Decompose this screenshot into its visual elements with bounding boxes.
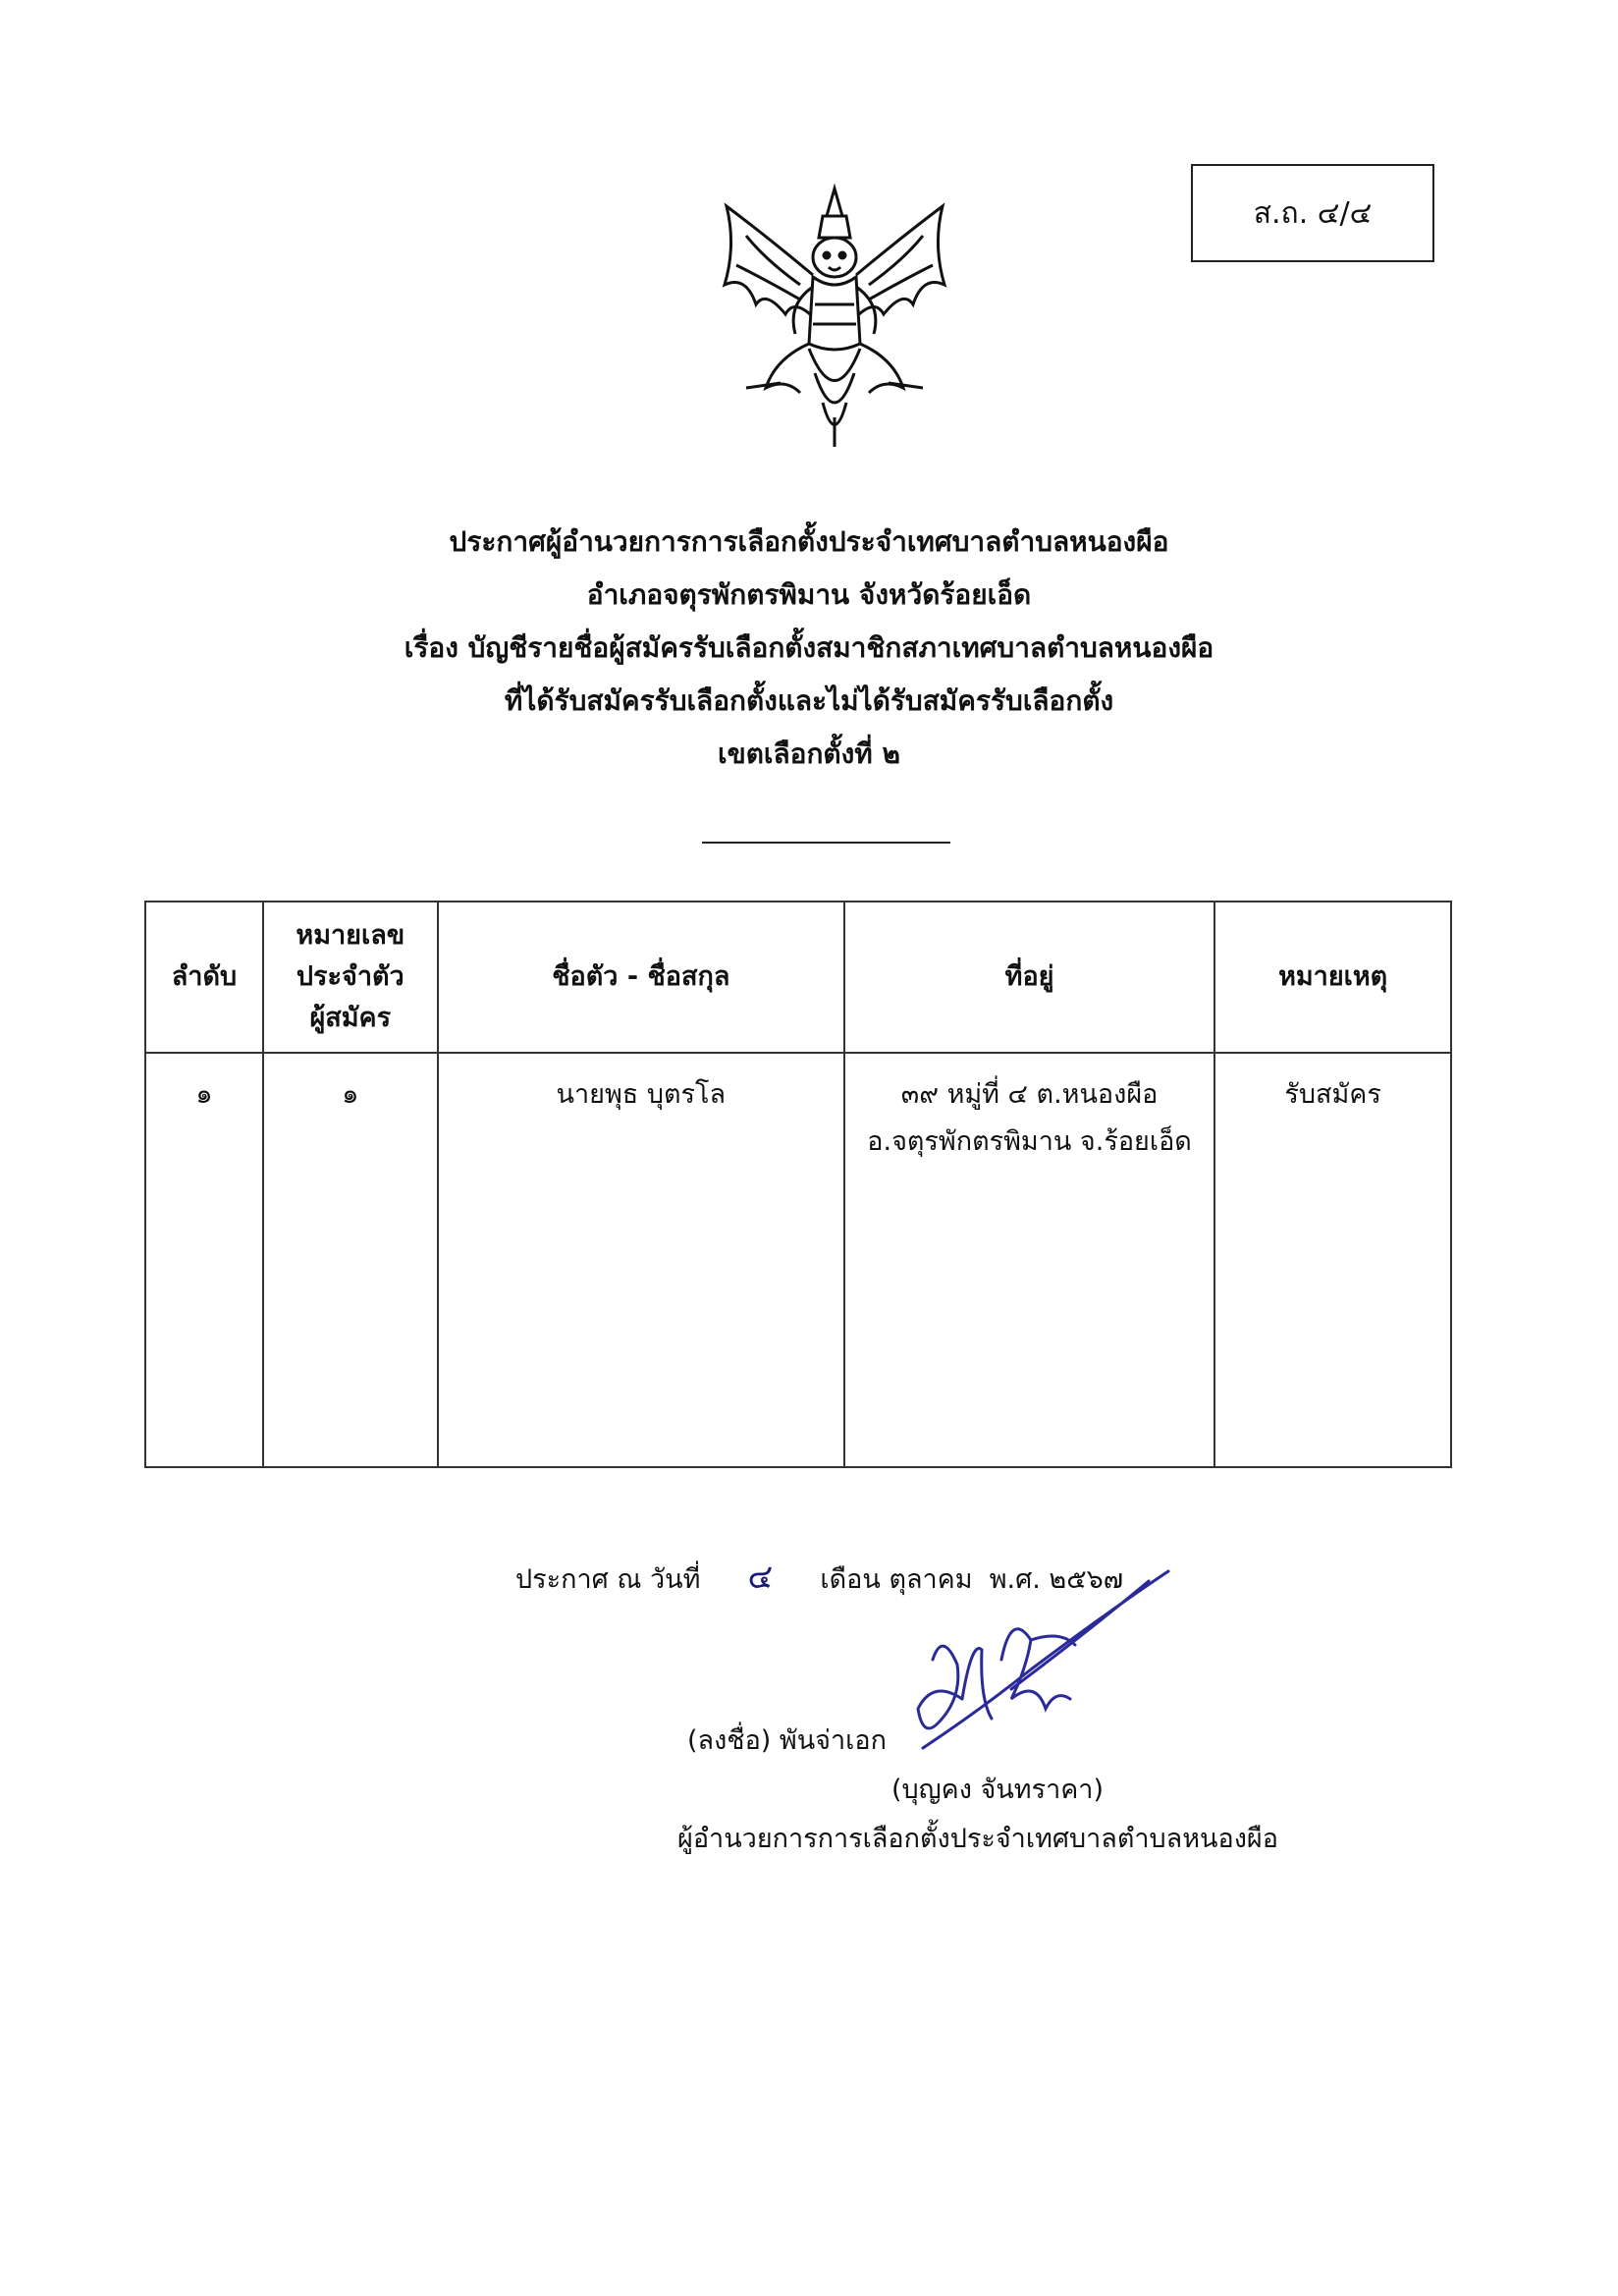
title-line-4: ที่ได้รับสมัครรับเลือกตั้งและไม่ได้รับสมัครรับเลือกตั้ง [504, 684, 1114, 717]
cell-name: นายพุธ บุตรโล [438, 1053, 844, 1467]
cell-address [844, 1053, 1214, 1467]
address-line-1: ๓๙ หมู่ที่ ๔ ต.หนองผือ [900, 1079, 1159, 1110]
announce-prefix: ประกาศ ณ วันที่ [515, 1564, 701, 1595]
garuda-emblem-icon [707, 177, 962, 457]
candidate-table [144, 901, 1452, 1468]
title-line-1: ประกาศผู้อำนวยการการเลือกตั้งประจำเทศบาลตำบลหนองผือ [449, 525, 1169, 558]
handwritten-signature [864, 1552, 1188, 1777]
header-candidate-number [263, 902, 438, 1053]
announce-month: เดือน ตุลาคม [820, 1564, 973, 1595]
header-number-line-1: หมายเลข [296, 920, 405, 951]
header-order: ลำดับ [145, 902, 263, 1053]
cell-candidate-number: ๑ [263, 1053, 438, 1467]
title-line-2: อำเภอจตุรพักตรพิมาน จังหวัดร้อยเอ็ด [586, 578, 1032, 611]
address-line-2: อ.จตุรพักตรพิมาน จ.ร้อยเอ็ด [867, 1126, 1192, 1157]
header-number-line-2: ประจำตัว [296, 961, 404, 992]
document-title [0, 516, 1618, 781]
title-divider [702, 842, 950, 844]
form-code-box [1191, 164, 1434, 262]
table-row [145, 1053, 1451, 1467]
announce-day: ๔ [747, 1558, 774, 1597]
header-number-line-3: ผู้สมัคร [309, 1003, 392, 1033]
header-remark: หมายเหตุ [1214, 902, 1451, 1053]
header-name: ชื่อตัว - ชื่อสกุล [438, 902, 844, 1053]
signatory-position: ผู้อำนวยการการเลือกตั้งประจำเทศบาลตำบลหนองผือ [677, 1824, 1278, 1854]
announce-year: พ.ศ. ๒๕๖๗ [989, 1564, 1124, 1595]
header-address: ที่อยู่ [844, 902, 1214, 1053]
signatory-name: (บุญคง จันทราคา) [891, 1775, 1104, 1805]
title-line-3: เรื่อง บัญชีรายชื่อผู้สมัครรับเลือกตั้งสมาชิกสภาเทศบาลตำบลหนองผือ [404, 631, 1214, 664]
signature-label: (ลงชื่อ) พันจ่าเอก [687, 1725, 887, 1756]
form-code: ส.ถ. ๔/๔ [1253, 195, 1373, 231]
cell-remark: รับสมัคร [1214, 1053, 1451, 1467]
cell-order: ๑ [145, 1053, 263, 1467]
table-header-row [145, 902, 1451, 1053]
title-line-5: เขตเลือกตั้งที่ ๒ [718, 738, 900, 770]
